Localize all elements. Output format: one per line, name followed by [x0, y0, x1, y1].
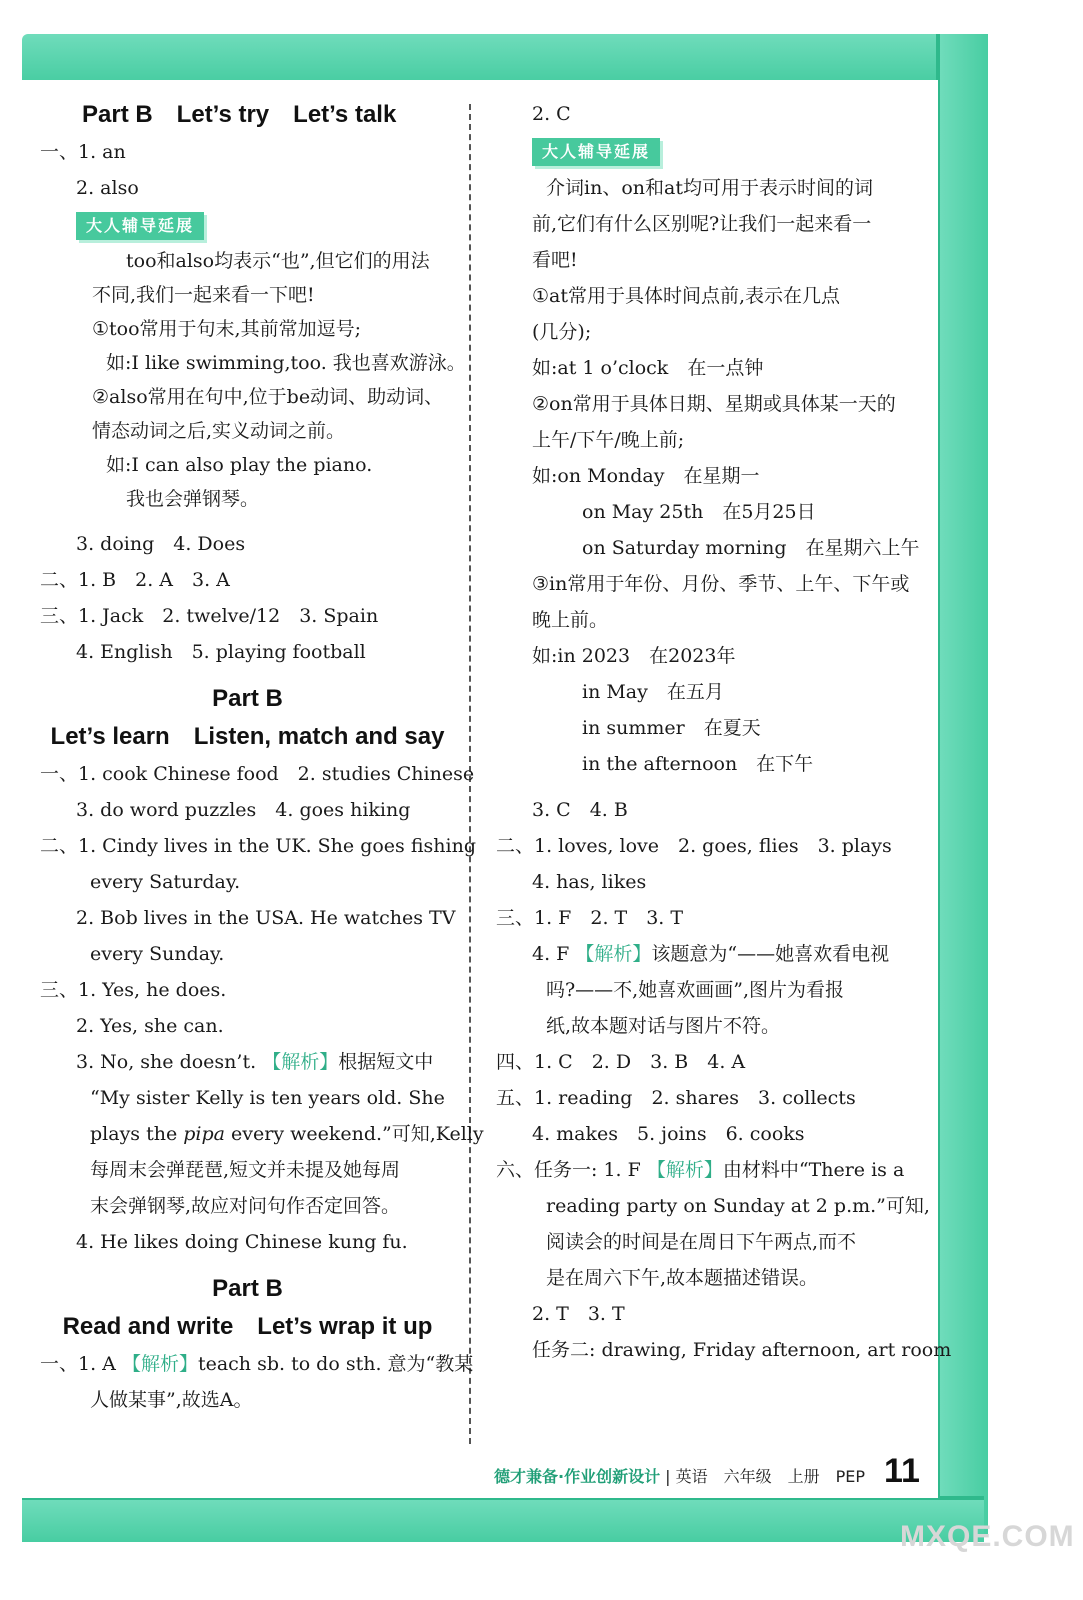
answer-line: reading party on Sunday at 2 p.m.”可知,	[546, 1195, 930, 1217]
answer-line: 4. He likes doing Chinese kung fu.	[76, 1231, 408, 1253]
analysis-tag: 【解析】	[262, 1051, 339, 1073]
note-line: 如:in 2023 在2023年	[532, 645, 736, 667]
note-line: 如:at 1 o’clock 在一点钟	[532, 357, 764, 379]
note-line: 如:I can also play the piano.	[106, 454, 373, 476]
answer-line: 4. has, likes	[532, 871, 647, 893]
left-column	[40, 96, 484, 1418]
answer-line: 三、1. Jack 2. twelve/12 3. Spain	[40, 605, 379, 627]
section-heading: Read and write Let’s wrap it up	[62, 1313, 433, 1340]
note-line: (几分);	[532, 321, 592, 343]
answer-line: 二、1. B 2. A 3. A	[40, 569, 230, 591]
note-line: 不同,我们一起来看一下吧!	[92, 284, 315, 306]
note-line: in the afternoon 在下午	[582, 753, 814, 775]
answer-line: 任务二: drawing, Friday afternoon, art room	[532, 1339, 952, 1361]
section-heading: Let’s learn Listen, match and say	[50, 723, 445, 750]
page-number: 11	[884, 1452, 920, 1490]
note-line: 我也会弹钢琴。	[126, 488, 260, 510]
answer-line: every Saturday.	[90, 871, 241, 893]
analysis-tag: 【解析】	[646, 1159, 723, 1181]
answer-line: 4. makes 5. joins 6. cooks	[532, 1123, 805, 1145]
note-line: in summer 在夏天	[582, 717, 761, 739]
answer-line: 2. T 3. T	[532, 1303, 625, 1325]
note-line: in May 在五月	[582, 681, 724, 703]
answer-line: 3. No, she doesn’t. 【解析】根据短文中	[76, 1051, 434, 1073]
answer-line: 一、1. A 【解析】teach sb. to do sth. 意为“教某	[40, 1353, 474, 1375]
answer-line: 四、1. C 2. D 3. B 4. A	[496, 1051, 746, 1073]
watermark: MXQE.COM	[900, 1520, 1075, 1553]
answer-line: 4. English 5. playing football	[76, 641, 366, 663]
analysis-tag: 【解析】	[575, 943, 652, 965]
note-line: ②on常用于具体日期、星期或具体某一天的	[532, 393, 896, 415]
answer-line: 二、1. loves, love 2. goes, flies 3. plays	[496, 835, 892, 857]
answer-line: 六、任务一: 1. F 【解析】由材料中“There is a	[496, 1159, 905, 1181]
answer-line: 每周末会弹琵琶,短文并未提及她每周	[90, 1159, 401, 1181]
answer-line: 2. Bob lives in the USA. He watches TV	[76, 907, 456, 929]
note-line: ①too常用于句末,其前常加逗号;	[92, 318, 361, 340]
answer-line: 末会弹钢琴,故应对问句作否定回答。	[90, 1195, 401, 1217]
footer-brand: 德才兼备·作业创新设计	[494, 1467, 661, 1486]
right-border	[936, 34, 988, 1534]
answer-line: 纸,故本题对话与图片不符。	[546, 1015, 781, 1037]
section-heading: Part B	[212, 685, 283, 712]
tutor-extension-badge: 大人辅导延展	[532, 138, 660, 166]
tutor-extension-badge: 大人辅导延展	[76, 212, 204, 240]
answer-line: 是在周六下午,故本题描述错误。	[546, 1267, 819, 1289]
note-line: ②also常用在句中,位于be动词、助动词、	[92, 386, 444, 408]
answer-line: 2. also	[76, 177, 139, 199]
right-column	[496, 96, 952, 1368]
note-line: 晚上前。	[532, 609, 609, 631]
answer-line: 三、1. Yes, he does.	[40, 979, 227, 1001]
page-footer	[494, 1464, 865, 1487]
answer-line: 3. doing 4. Does	[76, 533, 246, 555]
note-line: 情态动词之后,实义动词之前。	[92, 420, 346, 442]
note-line: ①at常用于具体时间点前,表示在几点	[532, 285, 841, 307]
answer-line: 阅读会的时间是在周日下午两点,而不	[546, 1231, 857, 1253]
note-line: 前,它们有什么区别呢?让我们一起来看一	[532, 213, 872, 235]
top-border	[22, 34, 970, 86]
answer-line: 人做某事”,故选A。	[90, 1389, 253, 1411]
answer-line: 吗?——不,她喜欢画画”,图片为看报	[546, 979, 844, 1001]
answer-line: “My sister Kelly is ten years old. She	[90, 1087, 445, 1109]
section-heading: Part B	[212, 1275, 283, 1302]
section-heading: Part B Let’s try Let’s talk	[82, 101, 397, 128]
answer-line: 一、1. an	[40, 141, 126, 163]
answer-line: 3. do word puzzles 4. goes hiking	[76, 799, 411, 821]
note-line: 上午/下午/晚上前;	[532, 429, 685, 451]
answer-line: 三、1. F 2. T 3. T	[496, 907, 684, 929]
note-line: 介词in、on和at均可用于表示时间的词	[546, 177, 873, 199]
answer-line: plays the pipa every weekend.”可知,Kelly	[90, 1123, 484, 1145]
note-line: ③in常用于年份、月份、季节、上午、下午或	[532, 573, 910, 595]
note-line: on Saturday morning 在星期六上午	[582, 537, 920, 559]
answer-line: every Sunday.	[90, 943, 225, 965]
note-line: too和also均表示“也”,但它们的用法	[126, 250, 430, 272]
analysis-tag: 【解析】	[121, 1353, 198, 1375]
answer-line: 五、1. reading 2. shares 3. collects	[496, 1087, 856, 1109]
answer-line: 二、1. Cindy lives in the UK. She goes fishing	[40, 835, 476, 857]
answer-line: 4. F 【解析】该题意为“——她喜欢看电视	[532, 943, 890, 965]
note-line: 看吧!	[532, 249, 578, 271]
answer-line: 一、1. cook Chinese food 2. studies Chinese	[40, 763, 475, 785]
answer-line: 2. Yes, she can.	[76, 1015, 224, 1037]
bottom-border	[22, 1496, 984, 1542]
note-line: 如:on Monday 在星期一	[532, 465, 760, 487]
footer-info: | 英语 六年级 上册 PEP	[660, 1467, 866, 1486]
note-line: 如:I like swimming,too. 我也喜欢游泳。	[106, 352, 466, 374]
answer-line: 2. C	[532, 103, 571, 125]
answer-line: 3. C 4. B	[532, 799, 628, 821]
note-line: on May 25th 在5月25日	[582, 501, 816, 523]
